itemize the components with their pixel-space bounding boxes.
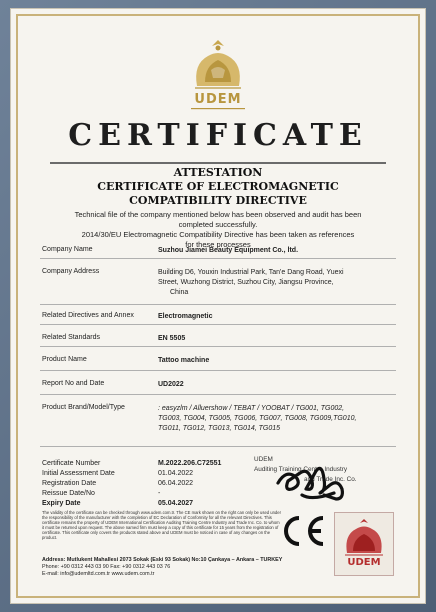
lion-badge-icon xyxy=(335,513,393,557)
registration-value: 06.04.2022 xyxy=(158,480,194,487)
brand-line: : easyzlm / Alluershow / TEBAT / YOOBAT / TG001, TG002, xyxy=(158,405,345,412)
address-block xyxy=(42,557,302,578)
expiry-row xyxy=(42,500,242,510)
phone-line: Phone: +90 0312 443 03 90 Fax: +90 0312 443 03 76 xyxy=(42,564,171,570)
section-divider xyxy=(40,394,396,395)
certificate-number-label: Certificate Number xyxy=(42,460,101,467)
intro-line: completed successfully. xyxy=(178,220,258,229)
initial-assessment-label: Initial Assessment Date xyxy=(42,470,115,477)
section-divider xyxy=(40,370,396,371)
report-value: UD2022 xyxy=(158,381,184,388)
initial-assessment-value: 01.04.2022 xyxy=(158,470,194,477)
product-name-label: Product Name xyxy=(42,356,87,363)
company-name-value: Suzhou Jiamei Beauty Equipment Co., ltd. xyxy=(158,247,299,254)
address-line: Street, Wuzhong District, Suzhou City, Jiangsu Province, xyxy=(158,279,334,286)
section-divider xyxy=(40,346,396,347)
ce-mark-icon xyxy=(281,514,329,548)
fine-print: The validity of the certificate can be checked through www.udem.com.tr. The CE mark shown on the right can only be used under the responsibility of the manufacturer with the completion of EC Declaration of Conformity for all the relevant Directives. This certificate remains the property of UDEM International Certification Auditing Training Centre Industry and Trade Inc. Co. to whom it must be returned upon request. The above named firm must keep a copy of this certificate for 15 years from the registration of certificate. This certificate only covers the products stated above and UDEM must be noticed in case of any changes on the product. xyxy=(42,510,281,540)
expiry-value: 05.04.2027 xyxy=(158,500,194,507)
lion-crest-icon xyxy=(183,34,253,94)
section-divider xyxy=(40,446,396,447)
udem-line: Auditing Training Centre Industry xyxy=(254,466,348,473)
company-name-label: Company Name xyxy=(42,246,93,253)
company-address-label: Company Address xyxy=(42,268,100,275)
registration-label: Registration Date xyxy=(42,480,97,487)
brand-line: TG003, TG004, TG005, TG006, TG007, TG008, TG009,TG010, xyxy=(158,415,357,422)
company-address-value xyxy=(158,268,420,298)
email-line: E-mail: info@udemltd.com.tr www.udem.com.tr xyxy=(42,571,155,577)
udem-logo-text: UDEM xyxy=(194,92,242,107)
intro-line: Technical file of the company mentioned below has been observed and audit has been xyxy=(74,210,362,219)
certificate-number-value: M.2022.206.C72551 xyxy=(158,460,222,467)
directives-label: Related Directives and Annex xyxy=(42,312,134,319)
attestation-line: COMPATIBILITY DIRECTIVE xyxy=(129,194,307,207)
reissue-value: - xyxy=(158,490,161,497)
section-divider xyxy=(40,258,396,259)
page-title: CERTIFICATE xyxy=(68,118,368,153)
brand-value xyxy=(158,404,420,434)
brand-label: Product Brand/Model/Type xyxy=(42,404,125,411)
udem-logo xyxy=(183,34,253,118)
directives-value: Electromagnetic xyxy=(158,313,213,320)
report-label: Report No and Date xyxy=(42,380,105,387)
brand-line: TG011, TG012, TG013, TG014, TG015 xyxy=(158,425,281,432)
section-divider xyxy=(40,304,396,305)
intro-line: for these processes xyxy=(185,240,251,249)
reissue-row xyxy=(42,490,242,500)
address-line: China xyxy=(170,289,189,296)
address-line: Address: Mutlukent Mahallesi 2073 Sokak (Eski 93 Sokak) No:10 Çankaya – Ankara – TURKEY xyxy=(42,557,283,563)
logo-underline xyxy=(191,108,245,112)
udem-badge xyxy=(334,512,394,576)
udem-line: and Trade Inc. Co. xyxy=(304,476,357,483)
section-divider xyxy=(40,324,396,325)
intro-text xyxy=(58,210,378,250)
initial-assessment-row xyxy=(42,470,242,480)
certificate-number-row xyxy=(42,460,242,470)
registration-row xyxy=(42,480,242,490)
standards-value: EN 5505 xyxy=(158,335,186,342)
address-line: Building D6, Youxin Industrial Park, Tan'e Dang Road, Yuexi xyxy=(158,269,344,276)
expiry-label: Expiry Date xyxy=(42,500,81,507)
title-divider xyxy=(50,162,386,164)
attestation-line: ATTESTATION xyxy=(173,166,263,179)
attestation-line: CERTIFICATE OF ELECTROMAGNETIC xyxy=(97,180,339,193)
standards-label: Related Standards xyxy=(42,334,100,341)
udem-line: UDEM xyxy=(254,456,273,463)
product-name-value: Tattoo machine xyxy=(158,357,210,364)
intro-line: 2014/30/EU Electromagnetic Compatibility Directive has been taken as references xyxy=(81,230,355,239)
reissue-label: Reissue Date/No xyxy=(42,490,95,497)
signature-image xyxy=(272,455,354,507)
udem-badge-text: UDEM xyxy=(347,557,381,568)
attestation-heading xyxy=(22,166,414,208)
